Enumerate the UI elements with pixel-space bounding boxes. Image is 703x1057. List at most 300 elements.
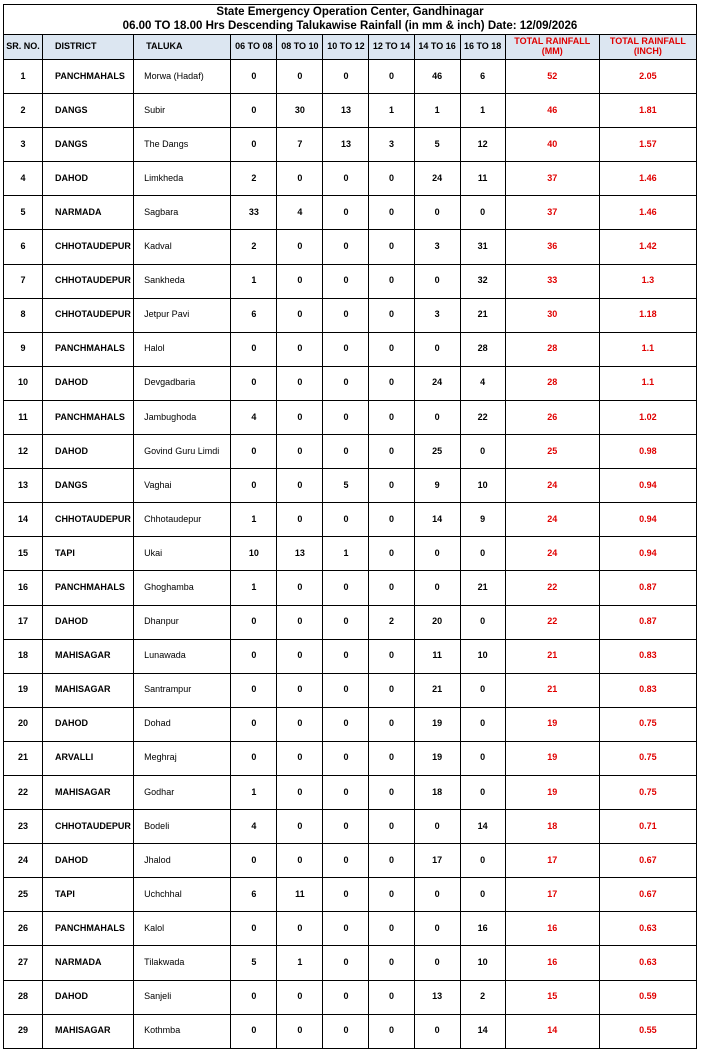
cell-total-mm: 22 (505, 605, 599, 639)
cell-10-to-12: 0 (323, 741, 369, 775)
cell-sr-no: 5 (4, 196, 43, 230)
cell-06-to-08: 1 (231, 571, 277, 605)
cell-10-to-12: 0 (323, 264, 369, 298)
report-title: State Emergency Operation Center, Gandhinagar (4, 5, 697, 20)
cell-06-to-08: 0 (231, 94, 277, 128)
cell-district: NARMADA (43, 196, 134, 230)
cell-16-to-18: 12 (460, 128, 505, 162)
cell-taluka: Meghraj (134, 741, 231, 775)
cell-taluka: Sagbara (134, 196, 231, 230)
cell-06-to-08: 6 (231, 298, 277, 332)
cell-08-to-10: 4 (277, 196, 323, 230)
cell-taluka: Kadval (134, 230, 231, 264)
cell-06-to-08: 4 (231, 810, 277, 844)
cell-16-to-18: 1 (460, 94, 505, 128)
cell-08-to-10: 0 (277, 844, 323, 878)
cell-sr-no: 17 (4, 605, 43, 639)
cell-10-to-12: 0 (323, 196, 369, 230)
cell-total-inch: 0.94 (599, 537, 696, 571)
cell-taluka: Godhar (134, 775, 231, 809)
header-08-to-10: 08 TO 10 (277, 35, 323, 60)
header-12-to-14: 12 TO 14 (369, 35, 414, 60)
cell-06-to-08: 0 (231, 741, 277, 775)
cell-taluka: Ghoghamba (134, 571, 231, 605)
cell-14-to-16: 0 (414, 1014, 460, 1048)
cell-14-to-16: 0 (414, 400, 460, 434)
cell-total-inch: 1.1 (599, 332, 696, 366)
cell-district: DAHOD (43, 605, 134, 639)
cell-14-to-16: 0 (414, 946, 460, 980)
table-body (4, 60, 697, 1049)
cell-08-to-10: 0 (277, 810, 323, 844)
cell-12-to-14: 0 (369, 639, 414, 673)
cell-06-to-08: 4 (231, 400, 277, 434)
cell-district: MAHISAGAR (43, 673, 134, 707)
cell-sr-no: 28 (4, 980, 43, 1014)
cell-12-to-14: 0 (369, 707, 414, 741)
cell-08-to-10: 0 (277, 60, 323, 94)
cell-16-to-18: 0 (460, 196, 505, 230)
cell-district: CHHOTAUDEPUR (43, 298, 134, 332)
cell-12-to-14: 0 (369, 264, 414, 298)
cell-08-to-10: 0 (277, 775, 323, 809)
cell-total-mm: 28 (505, 332, 599, 366)
cell-total-mm: 14 (505, 1014, 599, 1048)
cell-12-to-14: 0 (369, 435, 414, 469)
cell-10-to-12: 0 (323, 230, 369, 264)
cell-06-to-08: 1 (231, 264, 277, 298)
cell-12-to-14: 0 (369, 571, 414, 605)
cell-08-to-10: 0 (277, 366, 323, 400)
cell-district: DAHOD (43, 980, 134, 1014)
cell-district: CHHOTAUDEPUR (43, 503, 134, 537)
cell-district: DANGS (43, 469, 134, 503)
report-subtitle: 06.00 TO 18.00 Hrs Descending Talukawise Rainfall (in mm & inch) Date: 12/09/2026 (4, 19, 697, 35)
cell-08-to-10: 0 (277, 332, 323, 366)
table-row (4, 298, 697, 332)
cell-district: TAPI (43, 878, 134, 912)
cell-12-to-14: 0 (369, 980, 414, 1014)
cell-total-mm: 25 (505, 435, 599, 469)
cell-10-to-12: 0 (323, 60, 369, 94)
cell-08-to-10: 13 (277, 537, 323, 571)
cell-06-to-08: 1 (231, 775, 277, 809)
cell-12-to-14: 0 (369, 469, 414, 503)
cell-district: CHHOTAUDEPUR (43, 230, 134, 264)
cell-12-to-14: 0 (369, 537, 414, 571)
cell-total-mm: 24 (505, 469, 599, 503)
cell-16-to-18: 10 (460, 946, 505, 980)
table-row (4, 912, 697, 946)
header-total-inch: TOTAL RAINFALL (INCH) (599, 35, 696, 60)
cell-total-inch: 1.3 (599, 264, 696, 298)
cell-06-to-08: 0 (231, 605, 277, 639)
cell-district: DAHOD (43, 366, 134, 400)
cell-10-to-12: 0 (323, 844, 369, 878)
cell-total-inch: 0.75 (599, 775, 696, 809)
table-row (4, 230, 697, 264)
cell-12-to-14: 0 (369, 162, 414, 196)
cell-sr-no: 22 (4, 775, 43, 809)
cell-14-to-16: 13 (414, 980, 460, 1014)
cell-total-inch: 1.42 (599, 230, 696, 264)
cell-10-to-12: 0 (323, 571, 369, 605)
cell-total-inch: 0.83 (599, 673, 696, 707)
table-row (4, 400, 697, 434)
cell-total-inch: 0.63 (599, 912, 696, 946)
cell-district: DANGS (43, 128, 134, 162)
cell-16-to-18: 4 (460, 366, 505, 400)
cell-sr-no: 11 (4, 400, 43, 434)
cell-total-inch: 0.67 (599, 844, 696, 878)
cell-taluka: Jambughoda (134, 400, 231, 434)
cell-total-inch: 1.46 (599, 162, 696, 196)
header-14-to-16: 14 TO 16 (414, 35, 460, 60)
cell-16-to-18: 14 (460, 1014, 505, 1048)
cell-total-inch: 0.98 (599, 435, 696, 469)
cell-16-to-18: 11 (460, 162, 505, 196)
cell-total-mm: 26 (505, 400, 599, 434)
cell-taluka: Vaghai (134, 469, 231, 503)
cell-12-to-14: 0 (369, 741, 414, 775)
cell-total-mm: 16 (505, 912, 599, 946)
cell-total-mm: 24 (505, 503, 599, 537)
cell-district: MAHISAGAR (43, 775, 134, 809)
cell-08-to-10: 0 (277, 980, 323, 1014)
cell-06-to-08: 0 (231, 639, 277, 673)
cell-08-to-10: 0 (277, 435, 323, 469)
table-row (4, 469, 697, 503)
cell-total-mm: 28 (505, 366, 599, 400)
cell-total-inch: 1.18 (599, 298, 696, 332)
cell-14-to-16: 18 (414, 775, 460, 809)
cell-10-to-12: 0 (323, 639, 369, 673)
cell-total-inch: 0.75 (599, 707, 696, 741)
table-row (4, 741, 697, 775)
cell-14-to-16: 11 (414, 639, 460, 673)
table-row (4, 128, 697, 162)
cell-taluka: Uchchhal (134, 878, 231, 912)
cell-16-to-18: 0 (460, 707, 505, 741)
cell-16-to-18: 16 (460, 912, 505, 946)
cell-06-to-08: 0 (231, 912, 277, 946)
cell-district: MAHISAGAR (43, 1014, 134, 1048)
cell-08-to-10: 0 (277, 1014, 323, 1048)
cell-total-inch: 0.94 (599, 503, 696, 537)
cell-sr-no: 14 (4, 503, 43, 537)
cell-10-to-12: 0 (323, 673, 369, 707)
table-row (4, 946, 697, 980)
cell-12-to-14: 0 (369, 844, 414, 878)
cell-16-to-18: 10 (460, 639, 505, 673)
cell-total-inch: 0.83 (599, 639, 696, 673)
cell-12-to-14: 0 (369, 775, 414, 809)
cell-total-inch: 1.02 (599, 400, 696, 434)
cell-taluka: Bodeli (134, 810, 231, 844)
cell-10-to-12: 0 (323, 707, 369, 741)
cell-total-mm: 36 (505, 230, 599, 264)
cell-total-inch: 2.05 (599, 60, 696, 94)
cell-14-to-16: 0 (414, 571, 460, 605)
cell-sr-no: 26 (4, 912, 43, 946)
cell-district: PANCHMAHALS (43, 400, 134, 434)
cell-10-to-12: 0 (323, 946, 369, 980)
cell-district: CHHOTAUDEPUR (43, 264, 134, 298)
header-16-to-18: 16 TO 18 (460, 35, 505, 60)
cell-16-to-18: 0 (460, 775, 505, 809)
cell-08-to-10: 0 (277, 503, 323, 537)
cell-district: DAHOD (43, 844, 134, 878)
cell-06-to-08: 0 (231, 1014, 277, 1048)
cell-16-to-18: 21 (460, 298, 505, 332)
cell-16-to-18: 2 (460, 980, 505, 1014)
table-row (4, 94, 697, 128)
cell-12-to-14: 1 (369, 94, 414, 128)
cell-total-inch: 0.59 (599, 980, 696, 1014)
cell-total-mm: 15 (505, 980, 599, 1014)
cell-total-inch: 0.75 (599, 741, 696, 775)
header-10-to-12: 10 TO 12 (323, 35, 369, 60)
cell-total-mm: 19 (505, 741, 599, 775)
cell-district: PANCHMAHALS (43, 571, 134, 605)
cell-08-to-10: 0 (277, 707, 323, 741)
table-row (4, 60, 697, 94)
cell-sr-no: 8 (4, 298, 43, 332)
cell-district: ARVALLI (43, 741, 134, 775)
table-row (4, 537, 697, 571)
cell-06-to-08: 10 (231, 537, 277, 571)
cell-district: DAHOD (43, 435, 134, 469)
cell-16-to-18: 0 (460, 878, 505, 912)
cell-06-to-08: 1 (231, 503, 277, 537)
table-row (4, 435, 697, 469)
cell-sr-no: 25 (4, 878, 43, 912)
cell-total-inch: 0.87 (599, 571, 696, 605)
cell-14-to-16: 0 (414, 196, 460, 230)
cell-taluka: Subir (134, 94, 231, 128)
table-row (4, 571, 697, 605)
cell-taluka: Jhalod (134, 844, 231, 878)
cell-sr-no: 20 (4, 707, 43, 741)
cell-sr-no: 16 (4, 571, 43, 605)
cell-14-to-16: 19 (414, 707, 460, 741)
cell-08-to-10: 0 (277, 673, 323, 707)
cell-10-to-12: 0 (323, 435, 369, 469)
cell-12-to-14: 0 (369, 673, 414, 707)
cell-sr-no: 15 (4, 537, 43, 571)
cell-district: DANGS (43, 94, 134, 128)
header-total-mm: TOTAL RAINFALL (MM) (505, 35, 599, 60)
cell-sr-no: 9 (4, 332, 43, 366)
cell-sr-no: 6 (4, 230, 43, 264)
cell-total-mm: 19 (505, 707, 599, 741)
cell-16-to-18: 31 (460, 230, 505, 264)
cell-sr-no: 12 (4, 435, 43, 469)
cell-06-to-08: 0 (231, 60, 277, 94)
cell-district: CHHOTAUDEPUR (43, 810, 134, 844)
cell-taluka: Dohad (134, 707, 231, 741)
cell-10-to-12: 0 (323, 605, 369, 639)
cell-total-inch: 0.71 (599, 810, 696, 844)
cell-taluka: Jetpur Pavi (134, 298, 231, 332)
cell-14-to-16: 21 (414, 673, 460, 707)
cell-total-mm: 46 (505, 94, 599, 128)
cell-taluka: Devgadbaria (134, 366, 231, 400)
cell-08-to-10: 0 (277, 605, 323, 639)
cell-taluka: Sanjeli (134, 980, 231, 1014)
cell-12-to-14: 0 (369, 230, 414, 264)
cell-12-to-14: 0 (369, 366, 414, 400)
cell-08-to-10: 0 (277, 162, 323, 196)
cell-sr-no: 21 (4, 741, 43, 775)
cell-10-to-12: 13 (323, 94, 369, 128)
cell-total-mm: 30 (505, 298, 599, 332)
cell-10-to-12: 13 (323, 128, 369, 162)
cell-06-to-08: 0 (231, 332, 277, 366)
cell-12-to-14: 0 (369, 503, 414, 537)
cell-16-to-18: 21 (460, 571, 505, 605)
cell-14-to-16: 9 (414, 469, 460, 503)
cell-total-mm: 18 (505, 810, 599, 844)
cell-14-to-16: 19 (414, 741, 460, 775)
cell-taluka: Dhanpur (134, 605, 231, 639)
table-row (4, 605, 697, 639)
cell-taluka: Halol (134, 332, 231, 366)
cell-10-to-12: 0 (323, 810, 369, 844)
cell-06-to-08: 6 (231, 878, 277, 912)
cell-sr-no: 24 (4, 844, 43, 878)
cell-total-mm: 21 (505, 639, 599, 673)
cell-14-to-16: 0 (414, 537, 460, 571)
cell-sr-no: 13 (4, 469, 43, 503)
cell-taluka: Chhotaudepur (134, 503, 231, 537)
cell-08-to-10: 0 (277, 741, 323, 775)
cell-district: PANCHMAHALS (43, 60, 134, 94)
cell-total-mm: 17 (505, 878, 599, 912)
cell-14-to-16: 3 (414, 230, 460, 264)
cell-16-to-18: 0 (460, 605, 505, 639)
cell-12-to-14: 0 (369, 298, 414, 332)
cell-taluka: Sankheda (134, 264, 231, 298)
cell-10-to-12: 0 (323, 366, 369, 400)
cell-06-to-08: 2 (231, 162, 277, 196)
table-row (4, 707, 697, 741)
cell-06-to-08: 0 (231, 707, 277, 741)
cell-taluka: Kalol (134, 912, 231, 946)
cell-08-to-10: 0 (277, 571, 323, 605)
cell-16-to-18: 32 (460, 264, 505, 298)
cell-14-to-16: 24 (414, 162, 460, 196)
cell-total-mm: 37 (505, 196, 599, 230)
cell-total-mm: 22 (505, 571, 599, 605)
cell-14-to-16: 0 (414, 810, 460, 844)
cell-14-to-16: 0 (414, 878, 460, 912)
table-header-row (4, 35, 697, 60)
cell-14-to-16: 0 (414, 264, 460, 298)
cell-taluka: Tilakwada (134, 946, 231, 980)
cell-taluka: Ukai (134, 537, 231, 571)
cell-district: DAHOD (43, 707, 134, 741)
cell-taluka: Lunawada (134, 639, 231, 673)
cell-total-mm: 33 (505, 264, 599, 298)
table-row (4, 332, 697, 366)
cell-16-to-18: 0 (460, 673, 505, 707)
cell-14-to-16: 3 (414, 298, 460, 332)
cell-16-to-18: 6 (460, 60, 505, 94)
cell-06-to-08: 0 (231, 844, 277, 878)
cell-10-to-12: 0 (323, 332, 369, 366)
cell-12-to-14: 0 (369, 400, 414, 434)
table-row (4, 639, 697, 673)
cell-sr-no: 4 (4, 162, 43, 196)
cell-total-inch: 0.94 (599, 469, 696, 503)
header-taluka: TALUKA (134, 35, 231, 60)
cell-total-mm: 37 (505, 162, 599, 196)
cell-10-to-12: 0 (323, 503, 369, 537)
cell-total-inch: 1.57 (599, 128, 696, 162)
cell-06-to-08: 5 (231, 946, 277, 980)
cell-14-to-16: 0 (414, 332, 460, 366)
cell-06-to-08: 0 (231, 366, 277, 400)
cell-10-to-12: 0 (323, 980, 369, 1014)
cell-08-to-10: 1 (277, 946, 323, 980)
cell-total-inch: 1.81 (599, 94, 696, 128)
cell-total-mm: 17 (505, 844, 599, 878)
table-row (4, 775, 697, 809)
cell-08-to-10: 30 (277, 94, 323, 128)
cell-06-to-08: 2 (231, 230, 277, 264)
cell-total-mm: 40 (505, 128, 599, 162)
cell-10-to-12: 0 (323, 775, 369, 809)
cell-10-to-12: 0 (323, 878, 369, 912)
cell-sr-no: 2 (4, 94, 43, 128)
table-row (4, 980, 697, 1014)
cell-08-to-10: 0 (277, 400, 323, 434)
header-sr-no: SR. NO. (4, 35, 43, 60)
cell-taluka: Govind Guru Limdi (134, 435, 231, 469)
cell-sr-no: 19 (4, 673, 43, 707)
cell-06-to-08: 0 (231, 128, 277, 162)
cell-taluka: Kothmba (134, 1014, 231, 1048)
cell-district: PANCHMAHALS (43, 332, 134, 366)
cell-sr-no: 23 (4, 810, 43, 844)
cell-total-inch: 0.67 (599, 878, 696, 912)
cell-sr-no: 1 (4, 60, 43, 94)
cell-district: DAHOD (43, 162, 134, 196)
cell-taluka: Morwa (Hadaf) (134, 60, 231, 94)
cell-total-inch: 0.55 (599, 1014, 696, 1048)
cell-total-inch: 0.87 (599, 605, 696, 639)
cell-total-mm: 52 (505, 60, 599, 94)
cell-total-mm: 21 (505, 673, 599, 707)
cell-06-to-08: 33 (231, 196, 277, 230)
cell-14-to-16: 25 (414, 435, 460, 469)
cell-10-to-12: 0 (323, 298, 369, 332)
cell-14-to-16: 0 (414, 912, 460, 946)
table-row (4, 264, 697, 298)
cell-08-to-10: 0 (277, 469, 323, 503)
table-row (4, 503, 697, 537)
cell-10-to-12: 0 (323, 1014, 369, 1048)
table-row (4, 162, 697, 196)
cell-12-to-14: 0 (369, 332, 414, 366)
cell-10-to-12: 0 (323, 400, 369, 434)
cell-sr-no: 27 (4, 946, 43, 980)
cell-16-to-18: 28 (460, 332, 505, 366)
cell-sr-no: 7 (4, 264, 43, 298)
cell-16-to-18: 9 (460, 503, 505, 537)
cell-14-to-16: 46 (414, 60, 460, 94)
